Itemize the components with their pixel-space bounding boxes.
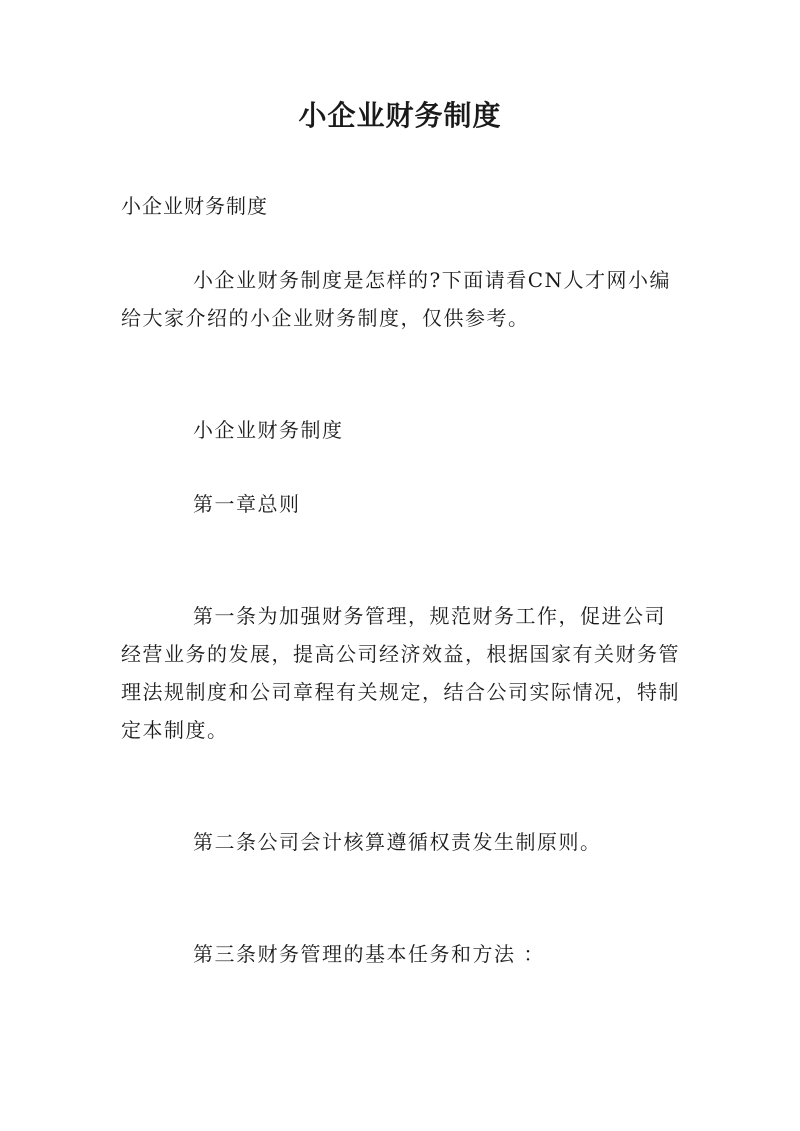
article-3-paragraph: 第三条财务管理的基本任务和方法 ： <box>193 942 545 966</box>
document-title: 小企业财务制度 <box>298 99 502 132</box>
article-2-paragraph: 第二条公司会计核算遵循权责发生制原则。 <box>193 830 602 854</box>
article-1-paragraph: 第一条为加强财务管理，规范财务工作，促进公司经营业务的发展，提高公司经济效益，根据国家有关财务管理法规制度和公司章程有关规定，结合公司实际情况，特制定本制度。 <box>121 604 680 742</box>
intro-paragraph: 小企业财务制度是怎样的?下面请看CN人才网小编给大家介绍的小企业财务制度，仅供参考。 <box>121 268 672 330</box>
document-subtitle: 小企业财务制度 <box>121 194 268 218</box>
section-heading: 小企业财务制度 <box>193 418 344 442</box>
chapter-heading: 第一章总则 <box>193 492 301 516</box>
